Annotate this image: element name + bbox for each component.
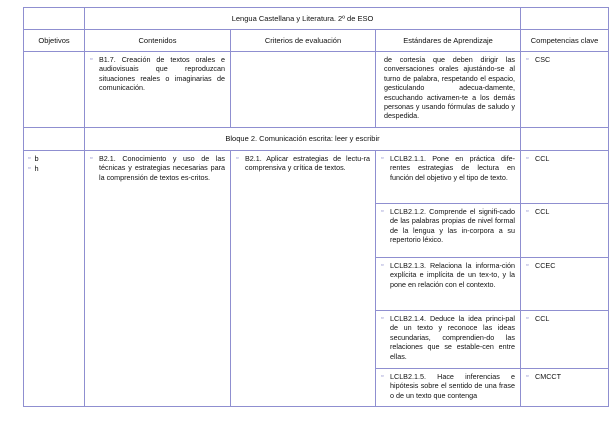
block-spacer-cell <box>521 128 609 151</box>
criterio-cell <box>231 52 376 128</box>
estandar-text: LCLB2.1.1. Pone en práctica dife-rentes estrategias de lectura en función del objetivo y el tipo de texto. <box>390 154 516 182</box>
block-spacer-cell <box>24 128 85 151</box>
contenido-text: B1.7. Creación de textos orales e audiovisuais que reproduzcan situaciones reales o imaginarias de comunicación. <box>99 55 225 93</box>
objetivos-list <box>24 151 84 174</box>
competencia-cell <box>521 52 609 128</box>
competencia-cell <box>521 369 609 407</box>
title-spacer-cell <box>24 8 85 30</box>
bullet-icon: ▫ <box>90 56 93 63</box>
list-item <box>28 154 84 164</box>
column-header-objetivos: Objetivos <box>24 30 85 52</box>
estandar-text: LCLB2.1.5. Hace inferencias e hipótesis sobre el sentido de una frase o de un texto que contenga <box>390 372 516 400</box>
estandar-cell <box>376 52 521 128</box>
competencia-cell <box>521 204 609 258</box>
bullet-icon: ▫ <box>236 155 239 162</box>
estandar-text: LCLB2.1.4. Deduce la idea princi-pal de un texto y reconoce las ideas secundarias, comprendien-do las relaciones que se estable-cen entre ellas. <box>390 314 516 361</box>
bullet-icon: ▫ <box>381 315 384 322</box>
estandar-cell <box>376 151 521 204</box>
column-header-estandares: Estándares de Aprendizaje <box>376 30 521 52</box>
bullet-icon: ▫ <box>526 56 529 63</box>
competencia-text: CCL <box>535 154 550 163</box>
contenido-cell <box>85 52 231 128</box>
objetivo-text: b <box>34 154 39 163</box>
estandar-cell <box>376 204 521 258</box>
column-header-competencias: Competencias clave <box>521 30 609 52</box>
block-title-row <box>24 128 609 151</box>
column-header-row <box>24 30 609 52</box>
competencia-text: CCEC <box>535 261 556 270</box>
bullet-icon: ▫ <box>526 315 529 322</box>
title-spacer-cell <box>521 8 609 30</box>
estandar-cell <box>376 369 521 407</box>
competencia-text: CSC <box>535 55 551 64</box>
bullet-icon: ▫ <box>28 155 31 162</box>
competencia-text: CMCCT <box>535 372 561 381</box>
competencia-cell <box>521 311 609 369</box>
estandar-text: LCLB2.1.3. Relaciona la informa-ción explícita e implícita de un tex-to, y la pone en relación con el contexto. <box>390 261 516 289</box>
list-item <box>28 164 84 174</box>
table-row <box>24 52 609 128</box>
column-header-contenidos: Contenidos <box>85 30 231 52</box>
bullet-icon: ▫ <box>381 155 384 162</box>
curriculum-table <box>23 7 609 407</box>
estandar-cell <box>376 258 521 311</box>
criterio-text: B2.1. Aplicar estrategias de lectu-ra comprensiva y crítica de textos. <box>245 154 370 173</box>
bullet-icon: ▫ <box>28 165 31 172</box>
bullet-icon: ▫ <box>526 208 529 215</box>
table-row <box>24 151 609 204</box>
column-header-criterios: Criterios de evaluación <box>231 30 376 52</box>
bullet-icon: ▫ <box>381 208 384 215</box>
bullet-icon: ▫ <box>381 262 384 269</box>
competencia-cell <box>521 151 609 204</box>
estandar-cell <box>376 311 521 369</box>
block-title: Bloque 2. Comunicación escrita: leer y escribir <box>85 128 521 151</box>
estandar-text: LCLB2.1.2. Comprende el signifi-cado de las palabras propias de nivel formal de la lengua y las in-corpora a su repertorio léxico. <box>390 207 516 245</box>
contenido-cell <box>85 151 231 407</box>
table-title: Lengua Castellana y Literatura. 2º de ESO <box>85 8 521 30</box>
objetivos-cell <box>24 151 85 407</box>
objetivos-cell <box>24 52 85 128</box>
competencia-cell <box>521 258 609 311</box>
objetivo-text: h <box>34 164 39 173</box>
competencia-text: CCL <box>535 207 550 216</box>
bullet-icon: ▫ <box>526 373 529 380</box>
bullet-icon: ▫ <box>526 262 529 269</box>
criterio-cell <box>231 151 376 407</box>
bullet-icon: ▫ <box>90 155 93 162</box>
bullet-icon: ▫ <box>381 373 384 380</box>
competencia-text: CCL <box>535 314 550 323</box>
title-row <box>24 8 609 30</box>
bullet-icon: ▫ <box>526 155 529 162</box>
estandar-text: de cortesía que deben dirigir las conversaciones orales ajustándo-se al turno de palabra, respetando el espacio, gesticulando adecua-damente, escuchando activamen-te a los demás personas y usando fórmulas de saludo y despedida. <box>384 55 516 121</box>
contenido-text: B2.1. Conocimiento y uso de las técnicas y estrategias necesarias para la comprensión de textos es-critos. <box>99 154 225 182</box>
